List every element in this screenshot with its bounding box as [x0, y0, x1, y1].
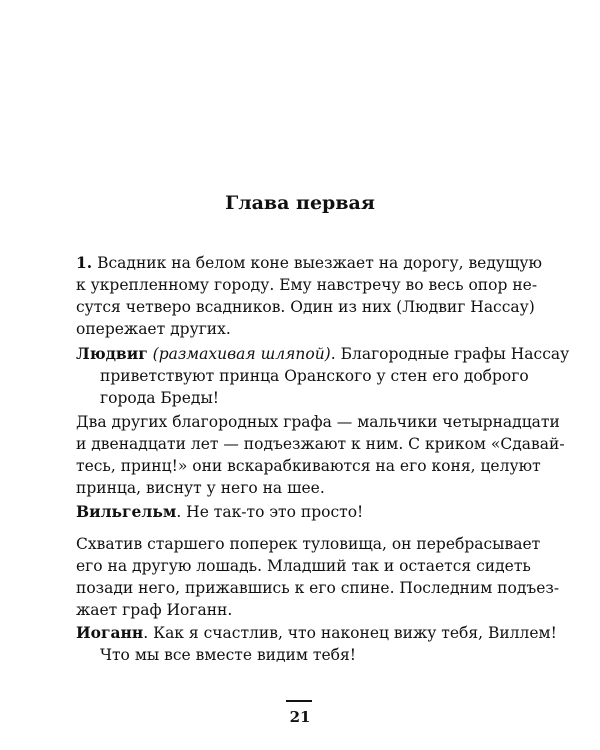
paragraph-line: Два других благородных графа — мальчики четырнадцати	[76, 413, 560, 431]
dialogue-line: города Бреды!	[100, 389, 220, 407]
paragraph-line: принца, виснут у него на шее.	[76, 479, 325, 497]
stage-direction: (размахивая шляпой)	[152, 345, 331, 363]
speaker-name: Иоганн	[76, 623, 144, 642]
paragraph-line: позади него, прижавшись к его спине. Последним подъез-	[76, 579, 560, 597]
paragraph-line: Схватив старшего поперек туловища, он перебрасывает	[76, 535, 541, 553]
dialogue-line: Вильгельм. Не так-то это просто!	[76, 502, 364, 521]
paragraph-line: 1. Всадник на белом коне выезжает на дорогу, ведущую	[76, 253, 543, 272]
dialogue-line: Что мы все вместе видим тебя!	[100, 646, 356, 664]
paragraph-line: его на другую лошадь. Младший так и остается сидеть	[76, 557, 531, 575]
chapter-title: Глава первая	[225, 192, 375, 214]
paragraph-1	[76, 252, 543, 340]
paragraph-5	[76, 533, 560, 621]
dialogue-line: приветствуют принца Оранского у стен его доброго	[100, 367, 529, 385]
page-number-rule	[286, 700, 312, 702]
paragraph-line: жает граф Иоганн.	[76, 601, 233, 619]
dialogue-line: Иоганн. Как я счастлив, что наконец вижу тебя, Виллем!	[76, 623, 557, 642]
paragraph-line: сутся четверо всадников. Один из них (Людвиг Нассау)	[76, 298, 535, 316]
dialogue-wilhelm	[76, 501, 516, 523]
paragraph-line: опережает других.	[76, 320, 231, 338]
paragraph-line: тесь, принц!» они вскарабкиваются на его коня, целуют	[76, 457, 541, 475]
dialogue-johann	[76, 622, 557, 666]
dialogue-ludwig	[76, 343, 570, 409]
page-number: 21	[289, 708, 311, 726]
paragraph-line: к укрепленному городу. Ему навстречу во весь опор не-	[76, 276, 538, 294]
paragraph-line: и двенадцати лет — подъезжают к ним. С криком «Сдавай-	[76, 435, 565, 453]
paragraph-3	[76, 411, 565, 499]
paragraph-number: 1.	[76, 253, 93, 272]
speaker-name: Вильгельм	[76, 502, 177, 521]
dialogue-line: Людвиг (размахивая шляпой). Благородные графы Нассау	[76, 344, 570, 363]
speaker-name: Людвиг	[76, 344, 148, 363]
